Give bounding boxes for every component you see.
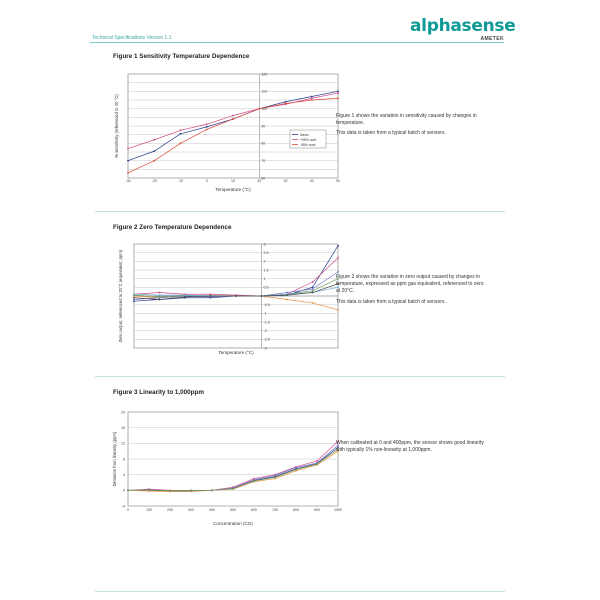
data-point [316,463,318,465]
data-point [153,139,155,141]
y-tick-label: 0.5 [263,285,269,290]
data-point [206,123,208,125]
x-tick-label: 30 [283,179,288,183]
data-point [159,296,161,298]
x-tick-label: 800 [293,508,299,512]
y-tick-label: 3 [263,242,266,247]
y-tick-label: 4 [123,473,125,478]
data-point [312,290,314,292]
data-point [127,148,129,150]
data-point [311,97,313,99]
y-axis-label: Deviation from linearity (ppm) [112,431,117,487]
data-point [258,108,260,110]
x-tick-label: 20 [257,179,262,183]
x-tick-label: 1000 [334,508,342,512]
x-tick-label: 40 [309,179,314,183]
y-axis-label: Zero output, referenced to 20°C (equivalent, ppm) [118,249,123,343]
data-point [184,294,186,296]
figure-3-chart [112,408,342,536]
x-tick-label: 50 [336,179,340,183]
data-point [206,126,208,128]
y-tick-label: 20 [121,410,125,415]
x-tick-label: 10 [231,179,235,183]
data-point [261,295,263,297]
y-tick-label: 80 [261,141,266,146]
data-point [148,489,150,491]
y-tick-label: 110 [261,89,267,94]
x-tick-label: 0 [127,508,129,512]
data-point [274,475,276,477]
data-point [312,288,314,290]
x-tick-label: 0 [205,179,208,183]
data-point [286,292,288,294]
data-point [127,489,129,491]
figure-3-desc-line-1: When calibrated at 0 and 400ppm, the sensor shows good linearity with typically 1% non-linearity at 1,000ppm. [336,440,484,454]
x-tick-label: -10 [177,179,184,183]
y-tick-label: 8 [123,457,125,462]
data-point [285,103,287,105]
y-tick-label: 70 [261,159,266,164]
figure-2-description [336,274,486,309]
y-tick-label: -2 [263,329,267,334]
data-point [295,469,297,471]
y-tick-label: -4 [121,504,125,509]
x-axis-label: Temperature (°C) [215,187,251,192]
y-tick-label: 12 [121,441,125,446]
figure-1-desc-line-2: This data is taken from a typical batch of sensors. [336,130,446,137]
y-tick-label: -2.5 [263,337,270,342]
data-point [206,129,208,131]
y-tick-label: 1.5 [263,268,269,273]
y-tick-label: -1 [263,311,267,316]
y-tick-label: -3 [263,346,267,351]
data-point [133,293,135,295]
figure-1-description [336,113,486,141]
figure-2-desc-line-2: This data is taken from a typical batch of sensors. [336,298,446,305]
data-point [159,294,161,296]
data-point [232,118,234,120]
y-tick-label: 2 [263,259,266,264]
data-point [337,97,339,99]
data-point [312,281,314,283]
data-point [337,257,339,259]
x-tick-label: -20 [151,179,157,183]
legend-label: Mean [300,132,309,137]
figure-1-desc-line-1: Figure 1 shows the variation in sensitivity caused by changes in temperature. [336,113,477,127]
section-divider-3 [95,591,505,592]
data-point [190,490,192,492]
legend-label: -95% conf. [300,142,317,147]
y-tick-label: 0 [263,294,266,299]
x-tick-label: 100 [146,508,152,512]
data-point [311,99,313,101]
data-point [232,488,234,490]
data-point [180,129,182,131]
y-tick-label: 16 [121,426,125,431]
data-point [286,294,288,296]
y-tick-label: 100 [261,107,268,112]
y-tick-label: 1 [263,277,266,282]
y-tick-label: 120 [261,72,268,77]
x-tick-label: 400 [209,508,215,512]
data-point [184,296,186,298]
x-axis-label: Temperature (°C) [218,350,254,355]
x-tick-label: -30 [125,179,131,183]
x-tick-label: 200 [167,508,173,512]
y-tick-label: 0 [123,488,125,493]
data-point [311,96,313,98]
figure-1-chart [112,70,340,200]
data-point [169,490,171,492]
y-tick-label: -0.5 [263,303,270,308]
figure-1-title: Figure 1 Sensitivity Temperature Dependence [113,53,250,60]
data-point [235,295,237,297]
data-point [316,460,318,462]
data-point [337,245,339,247]
y-tick-label: 60 [261,176,266,181]
figure-2-chart [112,240,332,365]
data-point [153,150,155,152]
logo-subtitle: AMETEK [480,36,504,42]
data-point [180,133,182,135]
x-axis-label: Concentration (CO) [213,521,253,526]
logo-wordmark: alphasense [410,16,516,36]
data-point [253,480,255,482]
y-tick-label: -1.5 [263,320,270,325]
data-point [211,489,213,491]
data-point [285,101,287,103]
data-point [153,160,155,162]
data-point [274,477,276,479]
section-divider-1 [95,211,505,212]
data-point [159,299,161,301]
x-tick-label: 900 [314,508,320,512]
data-point [286,299,288,301]
y-tick-label: 2.5 [263,251,269,256]
data-point [312,302,314,304]
y-tick-label: 90 [261,124,266,129]
data-point [337,92,339,94]
data-point [180,142,182,144]
data-point [133,299,135,301]
figure-3-title: Figure 3 Linearity to 1,000ppm [113,389,204,396]
figure-3-description [336,440,486,457]
x-tick-label: 500 [230,508,236,512]
data-point [312,292,314,294]
legend-label: +95% conf. [300,137,318,142]
section-divider-2 [95,376,505,377]
data-point [337,271,339,273]
data-point [133,300,135,302]
x-tick-label: 700 [272,508,278,512]
data-point [337,309,339,311]
document-label: Technical Specifications Version 1.1 [92,35,172,41]
data-point [295,467,297,469]
figure-2-title: Figure 2 Zero Temperature Dependence [113,224,232,231]
y-axis-label: % sensitivity (referenced to 20 °C) [114,94,119,158]
data-point [232,115,234,117]
x-tick-label: 600 [251,508,257,512]
brand-logo [410,16,516,46]
x-tick-label: 300 [188,508,194,512]
data-point [312,286,314,288]
data-point [210,295,212,297]
data-point [337,90,339,92]
figure-2-desc-line-1: Figure 2 shows the variation in zero output caused by changes in temperature, expressed as ppm gas equivalent, referenced to zero at 20°C. [336,274,484,295]
data-point [133,297,135,299]
data-point [159,292,161,294]
data-point [127,172,129,174]
data-point [127,160,129,162]
